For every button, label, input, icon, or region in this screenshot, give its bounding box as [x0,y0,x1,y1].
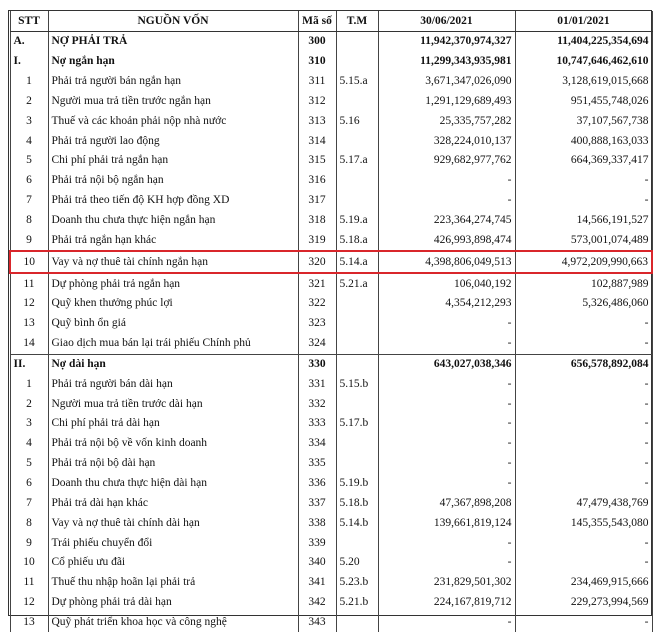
header-tm: T.M [336,11,378,32]
row-value-30-06-2021: 11,299,343,935,981 [378,52,515,72]
row-value-01-01-2021: 664,369,337,417 [515,151,652,171]
row-value-01-01-2021: 4,972,209,990,663 [515,251,652,273]
row-value-30-06-2021: 929,682,977,762 [378,151,515,171]
row-stt: 9 [10,533,48,553]
table-row [10,32,652,52]
row-value-01-01-2021: 37,107,567,738 [515,111,652,131]
row-value-30-06-2021: - [378,454,515,474]
liabilities-table [9,11,653,632]
row-item-name: NỢ PHẢI TRẢ [48,32,298,52]
row-value-01-01-2021: 14,566,191,527 [515,211,652,231]
table-row [10,72,652,92]
table-row [10,230,652,251]
table-row [10,273,652,294]
table-row [10,191,652,211]
table-row [10,612,652,632]
row-note-ref: 5.18.a [336,230,378,251]
row-item-name: Chi phí phải trả ngắn hạn [48,151,298,171]
row-note-ref: 5.18.b [336,493,378,513]
row-code: 339 [298,533,336,553]
row-item-name: Nợ dài hạn [48,354,298,374]
row-value-01-01-2021: 5,326,486,060 [515,294,652,314]
row-note-ref [336,32,378,52]
row-code: 337 [298,493,336,513]
balance-sheet-table-frame [8,10,652,616]
row-note-ref [336,92,378,112]
table-row [10,151,652,171]
row-code: 333 [298,414,336,434]
row-item-name: Nợ ngắn hạn [48,52,298,72]
row-value-30-06-2021: 47,367,898,208 [378,493,515,513]
row-value-01-01-2021: - [515,533,652,553]
row-item-name: Thuế và các khoản phải nộp nhà nước [48,111,298,131]
row-code: 311 [298,72,336,92]
row-value-01-01-2021: 3,128,619,015,668 [515,72,652,92]
row-stt: 8 [10,513,48,533]
row-note-ref: 5.17.a [336,151,378,171]
row-item-name: Giao dịch mua bán lại trái phiếu Chính phủ [48,334,298,354]
row-item-name: Cổ phiếu ưu đãi [48,553,298,573]
row-note-ref [336,354,378,374]
row-code: 315 [298,151,336,171]
row-stt: 7 [10,191,48,211]
row-item-name: Quỹ phát triển khoa học và công nghệ [48,612,298,632]
row-value-30-06-2021: - [378,612,515,632]
row-value-01-01-2021: 229,273,994,569 [515,593,652,613]
row-stt: 9 [10,230,48,251]
row-item-name: Phải trả nội bộ về vốn kinh doanh [48,434,298,454]
row-note-ref [336,334,378,354]
table-row [10,533,652,553]
row-item-name: Dự phòng phải trả dài hạn [48,593,298,613]
row-stt: 11 [10,573,48,593]
row-stt: II. [10,354,48,374]
row-item-name: Phải trả nội bộ dài hạn [48,454,298,474]
row-code: 331 [298,374,336,394]
row-stt: 5 [10,454,48,474]
row-value-30-06-2021: - [378,533,515,553]
row-note-ref: 5.19.a [336,211,378,231]
row-value-01-01-2021: - [515,434,652,454]
row-value-01-01-2021: 10,747,646,462,610 [515,52,652,72]
row-value-30-06-2021: - [378,314,515,334]
row-value-01-01-2021: 11,404,225,354,694 [515,32,652,52]
row-stt: 10 [10,553,48,573]
row-item-name: Doanh thu chưa thực hiện ngắn hạn [48,211,298,231]
row-code: 317 [298,191,336,211]
row-value-30-06-2021: - [378,414,515,434]
row-item-name: Quỹ khen thưởng phúc lợi [48,294,298,314]
row-item-name: Vay và nợ thuê tài chính ngắn hạn [48,251,298,273]
row-value-01-01-2021: 573,001,074,489 [515,230,652,251]
row-code: 320 [298,251,336,273]
row-value-01-01-2021: - [515,314,652,334]
row-item-name: Phải trả người lao động [48,131,298,151]
row-code: 342 [298,593,336,613]
row-item-name: Người mua trả tiền trước ngắn hạn [48,92,298,112]
table-row [10,474,652,494]
row-value-30-06-2021: - [378,374,515,394]
row-value-30-06-2021: 106,040,192 [378,273,515,294]
row-note-ref: 5.23.b [336,573,378,593]
row-value-30-06-2021: 328,224,010,137 [378,131,515,151]
row-code: 340 [298,553,336,573]
row-note-ref: 5.15.b [336,374,378,394]
row-value-30-06-2021: 139,661,819,124 [378,513,515,533]
row-stt: 7 [10,493,48,513]
row-stt: 6 [10,474,48,494]
row-stt: 14 [10,334,48,354]
row-code: 300 [298,32,336,52]
row-stt: 2 [10,394,48,414]
row-code: 338 [298,513,336,533]
row-stt: 5 [10,151,48,171]
row-code: 330 [298,354,336,374]
row-value-30-06-2021: 231,829,501,302 [378,573,515,593]
row-stt: 1 [10,374,48,394]
row-note-ref [336,314,378,334]
row-item-name: Phải trả người bán ngắn hạn [48,72,298,92]
table-row [10,394,652,414]
row-value-30-06-2021: 223,364,274,745 [378,211,515,231]
row-value-01-01-2021: 400,888,163,033 [515,131,652,151]
row-code: 341 [298,573,336,593]
row-note-ref: 5.15.a [336,72,378,92]
row-note-ref: 5.21.b [336,593,378,613]
row-note-ref [336,434,378,454]
table-row [10,414,652,434]
row-stt: 12 [10,294,48,314]
row-value-30-06-2021: 1,291,129,689,493 [378,92,515,112]
row-code: 313 [298,111,336,131]
row-item-name: Chi phí phải trả dài hạn [48,414,298,434]
row-item-name: Người mua trả tiền trước dài hạn [48,394,298,414]
row-stt: 3 [10,414,48,434]
row-code: 310 [298,52,336,72]
header-date-30-06-2021: 30/06/2021 [378,11,515,32]
row-value-30-06-2021: - [378,334,515,354]
row-note-ref [336,191,378,211]
row-code: 316 [298,171,336,191]
row-value-30-06-2021: - [378,191,515,211]
row-stt: 10 [10,251,48,273]
row-note-ref [336,454,378,474]
table-row [10,513,652,533]
row-item-name: Dự phòng phải trả ngắn hạn [48,273,298,294]
row-item-name: Thuế thu nhập hoãn lại phải trả [48,573,298,593]
row-stt: 13 [10,612,48,632]
row-code: 321 [298,273,336,294]
row-item-name: Phải trả ngắn hạn khác [48,230,298,251]
row-stt: I. [10,52,48,72]
row-value-01-01-2021: - [515,454,652,474]
row-code: 324 [298,334,336,354]
table-row [10,171,652,191]
row-value-01-01-2021: 47,479,438,769 [515,493,652,513]
row-stt: 2 [10,92,48,112]
row-note-ref: 5.16 [336,111,378,131]
table-body [10,32,652,632]
row-stt: 13 [10,314,48,334]
row-stt: 8 [10,211,48,231]
row-value-30-06-2021: - [378,171,515,191]
table-row [10,454,652,474]
row-value-01-01-2021: - [515,474,652,494]
row-code: 312 [298,92,336,112]
row-stt: 4 [10,131,48,151]
header-name: NGUỒN VỐN [48,11,298,32]
row-note-ref: 5.17.b [336,414,378,434]
row-item-name: Phải trả nội bộ ngắn hạn [48,171,298,191]
table-row [10,294,652,314]
row-code: 336 [298,474,336,494]
row-item-name: Phải trả theo tiến độ KH hợp đồng XD [48,191,298,211]
row-value-01-01-2021: - [515,612,652,632]
row-value-01-01-2021: 102,887,989 [515,273,652,294]
row-value-01-01-2021: 145,355,543,080 [515,513,652,533]
row-stt: 3 [10,111,48,131]
table-row [10,111,652,131]
row-item-name: Quỹ bình ổn giá [48,314,298,334]
row-value-30-06-2021: - [378,474,515,494]
table-row [10,434,652,454]
row-code: 343 [298,612,336,632]
row-note-ref: 5.21.a [336,273,378,294]
header-code: Mã số [298,11,336,32]
row-stt: 11 [10,273,48,294]
row-item-name: Vay và nợ thuê tài chính dài hạn [48,513,298,533]
row-stt: 4 [10,434,48,454]
row-value-30-06-2021: - [378,394,515,414]
row-code: 334 [298,434,336,454]
row-note-ref [336,52,378,72]
row-value-30-06-2021: 224,167,819,712 [378,593,515,613]
row-value-01-01-2021: - [515,394,652,414]
row-stt: 12 [10,593,48,613]
row-value-30-06-2021: 11,942,370,974,327 [378,32,515,52]
row-code: 332 [298,394,336,414]
row-value-30-06-2021: 25,335,757,282 [378,111,515,131]
row-value-01-01-2021: 951,455,748,026 [515,92,652,112]
table-row [10,131,652,151]
table-row [10,553,652,573]
table-row [10,92,652,112]
row-value-30-06-2021: 426,993,898,474 [378,230,515,251]
row-note-ref: 5.20 [336,553,378,573]
row-value-01-01-2021: - [515,553,652,573]
header-date-01-01-2021: 01/01/2021 [515,11,652,32]
table-row-highlighted [10,251,652,273]
table-row [10,211,652,231]
row-stt: A. [10,32,48,52]
row-note-ref [336,294,378,314]
row-item-name: Phải trả dài hạn khác [48,493,298,513]
table-row [10,354,652,374]
table-row [10,493,652,513]
table-header [10,11,652,32]
row-value-01-01-2021: - [515,414,652,434]
row-note-ref: 5.14.a [336,251,378,273]
row-value-30-06-2021: - [378,553,515,573]
row-value-01-01-2021: - [515,171,652,191]
row-value-01-01-2021: - [515,374,652,394]
table-row [10,374,652,394]
row-value-30-06-2021: - [378,434,515,454]
row-note-ref: 5.14.b [336,513,378,533]
row-value-30-06-2021: 3,671,347,026,090 [378,72,515,92]
row-item-name: Trái phiếu chuyển đổi [48,533,298,553]
row-note-ref [336,171,378,191]
row-code: 323 [298,314,336,334]
row-code: 314 [298,131,336,151]
table-row [10,573,652,593]
row-value-30-06-2021: 643,027,038,346 [378,354,515,374]
table-row [10,593,652,613]
row-value-01-01-2021: - [515,334,652,354]
row-note-ref [336,394,378,414]
table-row [10,52,652,72]
header-stt: STT [10,11,48,32]
row-code: 318 [298,211,336,231]
row-code: 322 [298,294,336,314]
row-item-name: Doanh thu chưa thực hiện dài hạn [48,474,298,494]
row-stt: 6 [10,171,48,191]
row-note-ref [336,612,378,632]
row-note-ref: 5.19.b [336,474,378,494]
row-note-ref [336,131,378,151]
row-value-01-01-2021: 234,469,915,666 [515,573,652,593]
row-note-ref [336,533,378,553]
row-code: 335 [298,454,336,474]
table-row [10,314,652,334]
row-item-name: Phải trả người bán dài hạn [48,374,298,394]
row-value-01-01-2021: 656,578,892,084 [515,354,652,374]
row-value-30-06-2021: 4,398,806,049,513 [378,251,515,273]
row-value-01-01-2021: - [515,191,652,211]
row-code: 319 [298,230,336,251]
row-stt: 1 [10,72,48,92]
table-row [10,334,652,354]
row-value-30-06-2021: 4,354,212,293 [378,294,515,314]
